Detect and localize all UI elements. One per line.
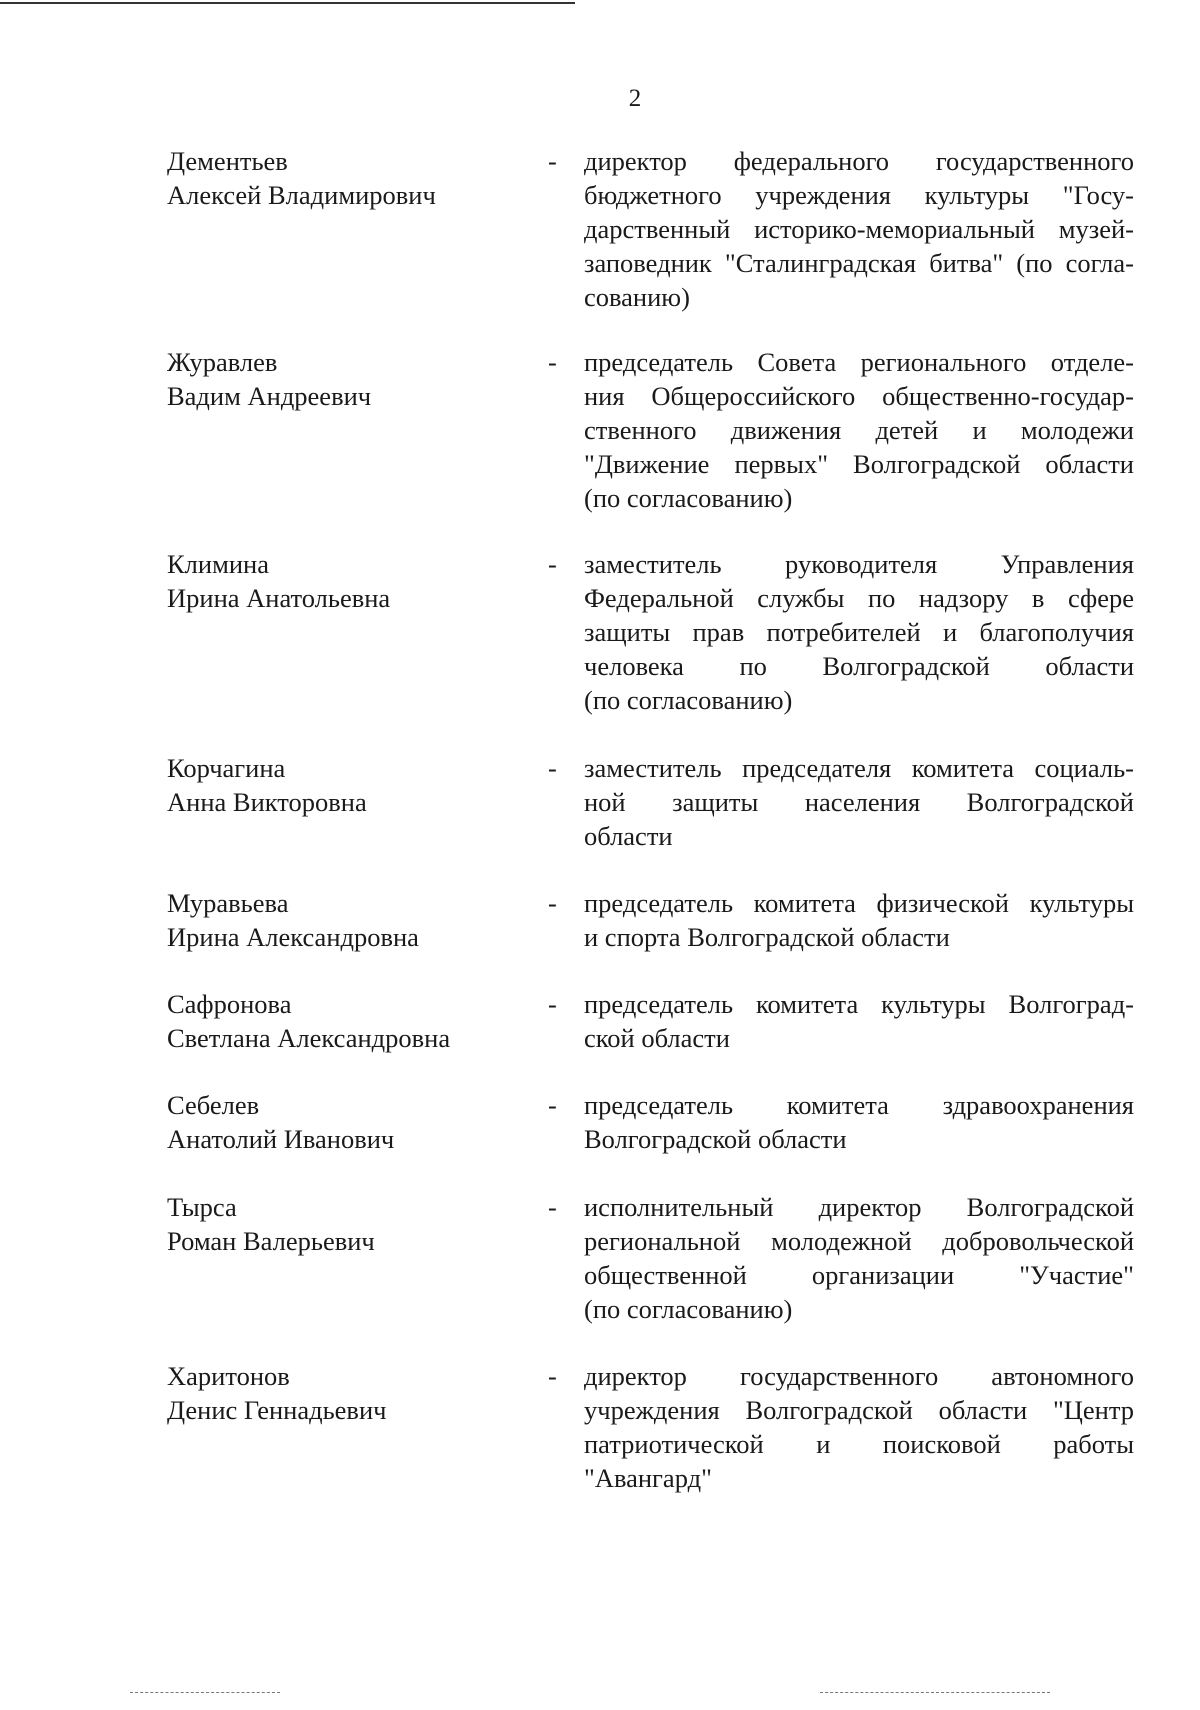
position-line: заместитель председателя комитета социаль- [584, 753, 1134, 783]
position-line: заповедник "Сталинградская битва" (по согла- [584, 248, 1134, 278]
member-position [584, 1359, 1134, 1495]
position-line: сованию) [584, 282, 690, 312]
member-name [167, 751, 527, 819]
entry-dash: - [548, 989, 557, 1019]
member-surname: Сафронова [167, 989, 292, 1019]
position-line: дарственный историко-мемориальный музей- [584, 214, 1134, 244]
member-given-names: Денис Геннадьевич [167, 1395, 387, 1425]
member-given-names: Светлана Александровна [167, 1023, 451, 1053]
member-name [167, 1359, 527, 1427]
position-line: ской области [584, 1023, 730, 1053]
position-line: Волгоградской области [584, 1124, 847, 1154]
position-line: бюджетного учреждения культуры "Госу- [584, 180, 1134, 210]
member-given-names: Алексей Владимирович [167, 180, 436, 210]
member-name [167, 1190, 527, 1258]
page-number: 2 [628, 85, 642, 112]
entry-dash: - [548, 1090, 557, 1120]
member-name [167, 1088, 527, 1156]
position-line: патриотической и поисковой работы [584, 1429, 1134, 1459]
member-surname: Муравьева [167, 888, 289, 918]
member-surname: Тырса [167, 1192, 237, 1222]
position-line: председатель Совета регионального отделе- [584, 347, 1134, 377]
position-line: области [584, 821, 673, 851]
position-line: ственного движения детей и молодежи [584, 415, 1134, 445]
position-line: "Авангард" [584, 1463, 712, 1493]
position-line: человека по Волгоградской области [584, 651, 1134, 681]
scan-bottom-marks [0, 1692, 1200, 1696]
member-given-names: Ирина Анатольевна [167, 583, 391, 613]
position-line: (по согласованию) [584, 685, 793, 715]
member-surname: Харитонов [167, 1361, 290, 1391]
member-given-names: Роман Валерьевич [167, 1226, 375, 1256]
member-name [167, 987, 527, 1055]
position-line: региональной молодежной добровольческой [584, 1226, 1134, 1256]
entry-dash: - [548, 1361, 557, 1391]
position-line: защиты прав потребителей и благополучия [584, 617, 1134, 647]
member-position [584, 345, 1134, 515]
member-given-names: Анатолий Иванович [167, 1124, 395, 1154]
position-line: (по согласованию) [584, 483, 793, 513]
position-line: председатель комитета здравоохранения [584, 1090, 1134, 1120]
member-surname: Себелев [167, 1090, 260, 1120]
member-position [584, 751, 1134, 853]
position-line: председатель комитета культуры Волгоград- [584, 989, 1134, 1019]
position-line: председатель комитета физической культуры [584, 888, 1134, 918]
member-given-names: Ирина Александровна [167, 922, 419, 952]
position-line: и спорта Волгоградской области [584, 922, 950, 952]
member-name [167, 144, 527, 212]
member-surname: Климина [167, 549, 269, 579]
member-position [584, 886, 1134, 954]
entry-dash: - [548, 347, 557, 377]
position-line: заместитель руководителя Управления [584, 549, 1134, 579]
entry-dash: - [548, 753, 557, 783]
member-position [584, 987, 1134, 1055]
entry-dash: - [548, 888, 557, 918]
entry-dash: - [548, 146, 557, 176]
member-surname: Корчагина [167, 753, 286, 783]
member-position [584, 1088, 1134, 1156]
member-surname: Журавлев [167, 347, 278, 377]
member-given-names: Анна Викторовна [167, 787, 367, 817]
entry-dash: - [548, 549, 557, 579]
position-line: директор государственного автономного [584, 1361, 1134, 1391]
position-line: ния Общероссийского общественно-государ- [584, 381, 1134, 411]
entry-dash: - [548, 1192, 557, 1222]
position-line: ной защиты населения Волгоградской [584, 787, 1134, 817]
member-surname: Дементьев [167, 146, 288, 176]
member-name [167, 547, 527, 615]
position-line: исполнительный директор Волгоградской [584, 1192, 1134, 1222]
member-position [584, 1190, 1134, 1326]
position-line: директор федерального государственного [584, 146, 1134, 176]
position-line: общественной организации "Участие" [584, 1260, 1134, 1290]
member-position [584, 547, 1134, 717]
position-line: Федеральной службы по надзору в сфере [584, 583, 1134, 613]
member-name [167, 886, 527, 954]
member-name [167, 345, 527, 413]
position-line: (по согласованию) [584, 1294, 793, 1324]
member-position [584, 144, 1134, 314]
member-given-names: Вадим Андреевич [167, 381, 372, 411]
position-line: учреждения Волгоградской области "Центр [584, 1395, 1134, 1425]
position-line: "Движение первых" Волгоградской области [584, 449, 1134, 479]
